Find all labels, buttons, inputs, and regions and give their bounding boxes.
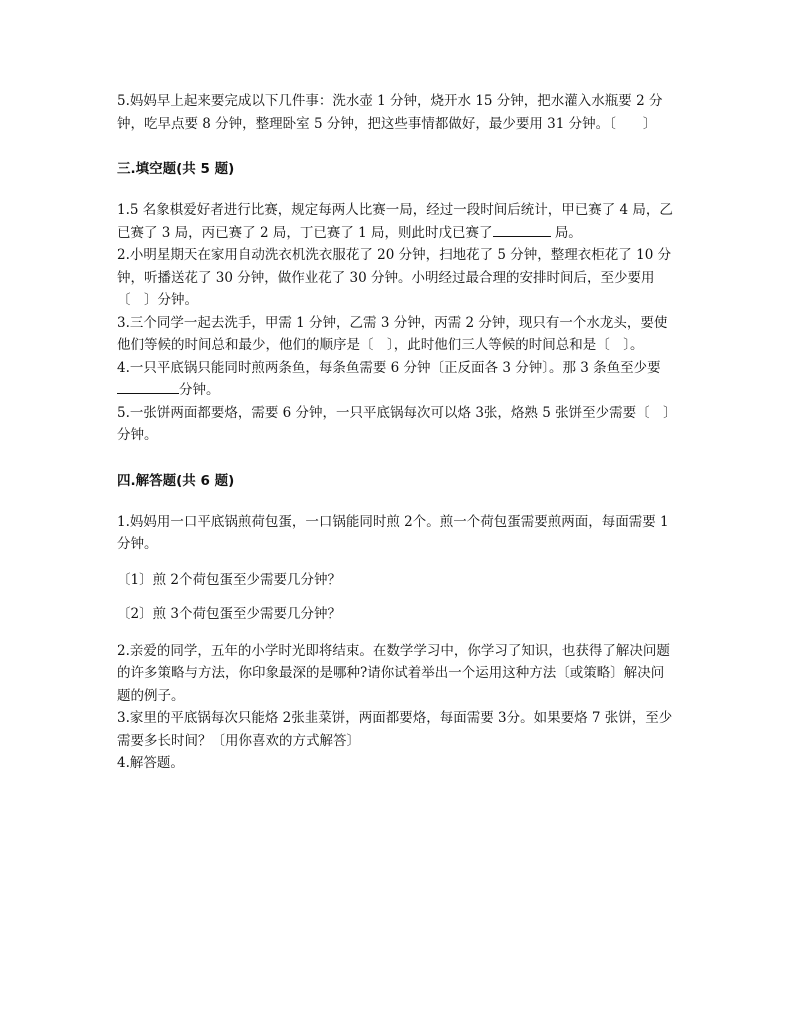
question-4-1: 1.妈妈用一口平底锅煎荷包蛋，一口锅能同时煎 2个。煎一个荷包蛋需要煎两面，每面需要 1分钟。 xyxy=(117,513,669,552)
question-4-4: 4.解答题。 xyxy=(117,755,184,771)
section-3-title: 三.填空题(共 5 题) xyxy=(117,161,235,177)
answer-blank[interactable] xyxy=(493,222,551,237)
answer-blank[interactable] xyxy=(117,379,179,394)
question-3-1-text: 1.5 名象棋爱好者进行比赛，规定每两人比赛一局，经过一段时间后统计，甲已赛了 4 局，乙已赛了 3 局，丙已赛了 2 局，丁已赛了 1 局，则此时戊已赛了 xyxy=(117,202,673,241)
question-4-1-sub-1: 〔1〕煎 2个荷包蛋至少需要几分钟？ xyxy=(117,571,341,588)
question-4-1-sub-2: 〔2〕煎 3个荷包蛋至少需要几分钟？ xyxy=(117,605,341,622)
question-2-5: 5.妈妈早上起来要完成以下几件事：洗水壶 1 分钟，烧开水 15 分钟，把水灌入水瓶要 2 分钟，吃早点要 8 分钟，整理卧室 5 分钟，把这些事情都做好，最少要用 31 分钟。〔 〕 xyxy=(117,93,663,132)
question-3-4 xyxy=(117,357,677,402)
question-3-4-tail: 分钟。 xyxy=(179,382,220,398)
question-3-3: 3.三个同学一起去洗手，甲需 1 分钟，乙需 3 分钟，丙需 2 分钟，现只有一个水龙头，要使他们等候的时间总和最少，他们的顺序是〔 〕，此时他们三人等候的时间总和是〔 〕。 xyxy=(117,314,668,353)
question-4-2: 2.亲爱的同学，五年的小学时光即将结束。在数学学习中，你学习了知识，也获得了解决问题的许多策略与方法，你印象最深的是哪种?请你试着举出一个运用这种方法〔或策略〕解决问题的例子。 xyxy=(117,642,670,704)
worksheet-page xyxy=(117,90,677,775)
question-3-2: 2.小明星期天在家用自动洗衣机洗衣服花了 20 分钟，扫地花了 5 分钟，整理衣柜花了 10 分钟，听播送花了 30 分钟，做作业花了 30 分钟。小明经过最合理的安排时间后，至少要用〔 〕分钟。 xyxy=(117,247,672,308)
question-4-3: 3.家里的平底锅每次只能烙 2张韭菜饼，两面都要烙，每面需要 3分。如果要烙 7 张饼，至少需要多长时间？〔用你喜欢的方式解答〕 xyxy=(117,710,673,749)
question-3-1-tail: 局。 xyxy=(554,224,582,241)
section-4-title: 四.解答题(共 6 题) xyxy=(117,472,235,489)
question-3-4-text: 4.一只平底锅只能同时煎两条鱼，每条鱼需要 6 分钟〔正反面各 3 分钟〕。那 3 条鱼至少要 xyxy=(117,359,661,376)
question-3-1 xyxy=(117,199,677,244)
question-3-5: 5.一张饼两面都要烙，需要 6 分钟，一只平底锅每次可以烙 3张，烙熟 5 张饼至少需要〔 〕分钟。 xyxy=(117,404,677,443)
